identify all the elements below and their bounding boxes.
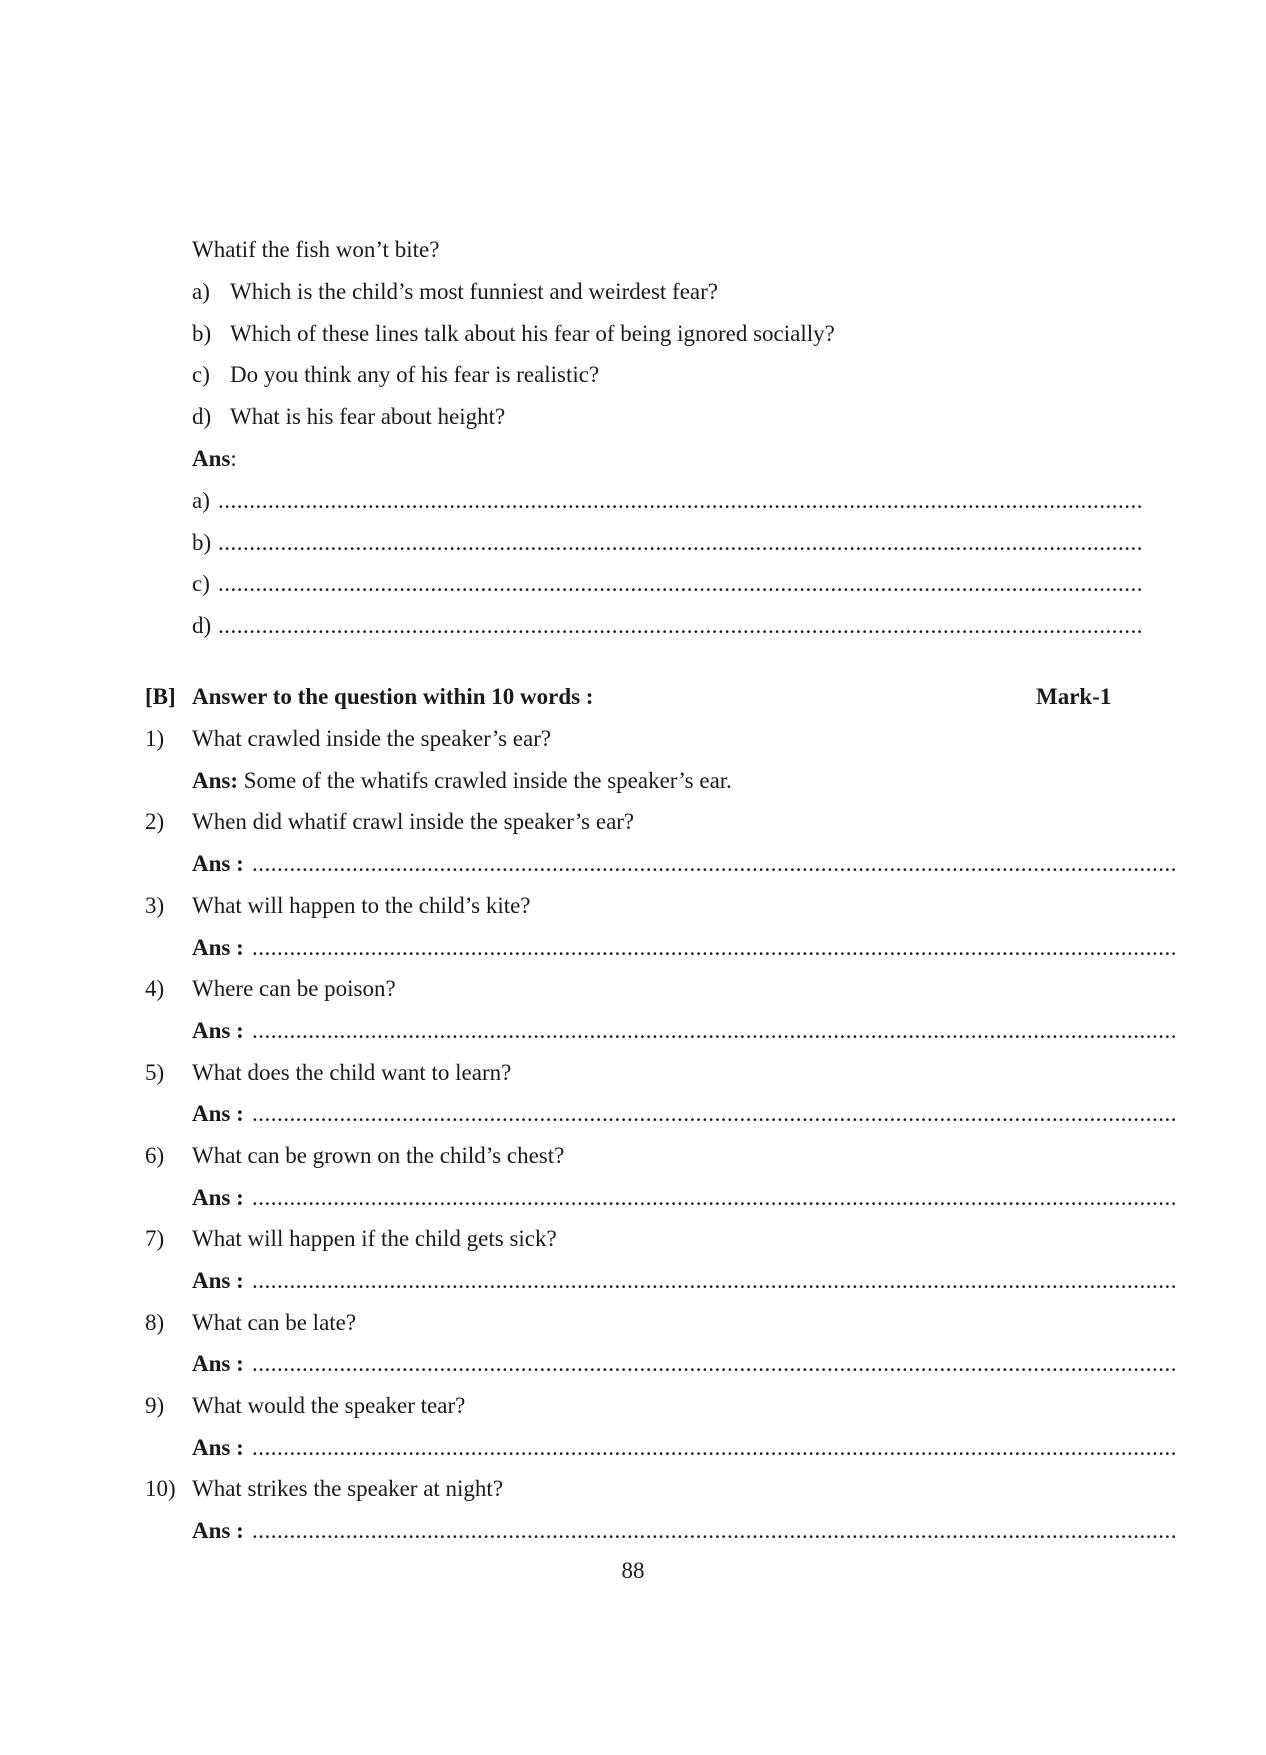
question-number: 6) <box>145 1143 165 1168</box>
ans-label: Ans : <box>192 1268 244 1293</box>
question-text: What does the child want to learn? <box>192 1060 512 1085</box>
question-number: 2) <box>145 809 165 834</box>
answer-line-d[interactable]: .................................................................................................................................................... <box>218 613 1143 638</box>
question-number: 10) <box>145 1476 176 1501</box>
answer-line[interactable]: .................................................................................................................................................... <box>252 851 1177 876</box>
answer-line[interactable]: .................................................................................................................................................... <box>252 1185 1177 1210</box>
question-number: 4) <box>145 976 165 1001</box>
answer-line-a[interactable]: .................................................................................................................................................... <box>218 488 1143 513</box>
question-label: a) <box>192 279 210 304</box>
section-b-title: Answer to the question within 10 words : <box>192 684 594 709</box>
section-b-marks: Mark-1 <box>1036 684 1112 709</box>
question-text: What strikes the speaker at night? <box>192 1476 504 1501</box>
answer-label-a: a) <box>192 488 210 513</box>
question-text: What can be late? <box>192 1310 357 1335</box>
page-number: 88 <box>621 1558 645 1583</box>
sample-answer <box>192 767 732 795</box>
question-text: Do you think any of his fear is realistic? <box>230 362 600 387</box>
ans-label: Ans : <box>192 851 244 876</box>
ans-heading <box>192 445 237 473</box>
question-d <box>192 403 505 431</box>
question-text: Which is the child’s most funniest and weirdest fear? <box>230 279 718 304</box>
intro-line: Whatif the fish won’t bite? <box>192 237 440 262</box>
question-number: 3) <box>145 893 165 918</box>
question-label: c) <box>192 362 210 387</box>
answer-line[interactable]: .................................................................................................................................................... <box>252 1351 1177 1376</box>
sample-answer-text: Some of the whatifs crawled inside the speaker’s ear. <box>243 768 732 793</box>
question-b <box>192 320 835 348</box>
answer-line[interactable]: .................................................................................................................................................... <box>252 1518 1177 1543</box>
question-text: What is his fear about height? <box>230 404 506 429</box>
ans-label: Ans: <box>192 768 239 793</box>
answer-line-c[interactable]: .................................................................................................................................................... <box>218 571 1143 596</box>
answer-line[interactable]: .................................................................................................................................................... <box>252 935 1177 960</box>
question-label: d) <box>192 404 212 429</box>
ans-label: Ans <box>192 446 231 471</box>
section-b-tag: [B] <box>145 684 176 709</box>
ans-label: Ans : <box>192 1435 244 1460</box>
ans-label: Ans : <box>192 1351 244 1376</box>
question-text: What will happen if the child gets sick? <box>192 1226 557 1251</box>
question-text: Which of these lines talk about his fear of being ignored socially? <box>230 321 835 346</box>
question-number: 5) <box>145 1060 165 1085</box>
answer-label-d: d) <box>192 613 212 638</box>
question-number: 9) <box>145 1393 165 1418</box>
answer-label-b: b) <box>192 530 212 555</box>
ans-colon: : <box>230 446 237 471</box>
question-text: What will happen to the child’s kite? <box>192 893 531 918</box>
ans-label: Ans : <box>192 1018 244 1043</box>
question-text: What would the speaker tear? <box>192 1393 466 1418</box>
question-text: Where can be poison? <box>192 976 396 1001</box>
question-number: 7) <box>145 1226 165 1251</box>
answer-line[interactable]: .................................................................................................................................................... <box>252 1268 1177 1293</box>
answer-line[interactable]: .................................................................................................................................................... <box>252 1101 1177 1126</box>
ans-label: Ans : <box>192 1101 244 1126</box>
question-text: When did whatif crawl inside the speaker’s ear? <box>192 809 635 834</box>
question-text: What crawled inside the speaker’s ear? <box>192 726 552 751</box>
ans-label: Ans : <box>192 935 244 960</box>
ans-label: Ans : <box>192 1518 244 1543</box>
question-number: 1) <box>145 726 165 751</box>
answer-line[interactable]: .................................................................................................................................................... <box>252 1018 1177 1043</box>
answer-line[interactable]: .................................................................................................................................................... <box>252 1435 1177 1460</box>
ans-label: Ans : <box>192 1185 244 1210</box>
question-label: b) <box>192 321 212 346</box>
question-number: 8) <box>145 1310 165 1335</box>
question-text: What can be grown on the child’s chest? <box>192 1143 565 1168</box>
answer-line-b[interactable]: .................................................................................................................................................... <box>218 530 1143 555</box>
question-c <box>192 361 599 389</box>
answer-label-c: c) <box>192 571 210 596</box>
question-a <box>192 278 718 306</box>
